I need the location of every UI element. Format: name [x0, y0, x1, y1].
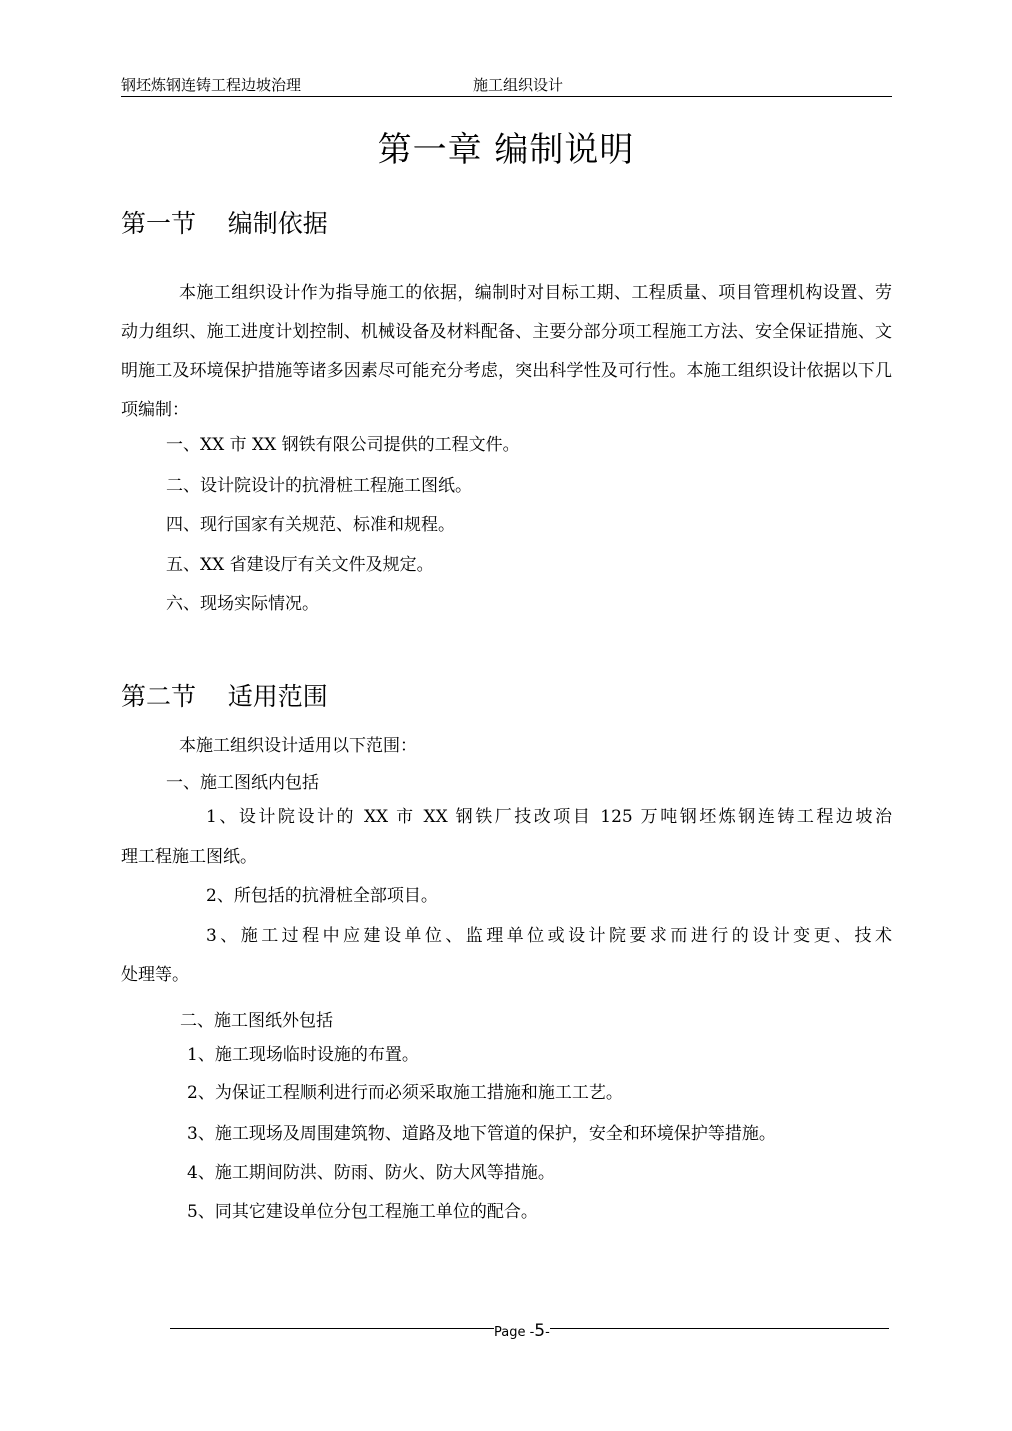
- scope-group2-item-2: 2、为保证工程顺利进行而必须采取施工措施和施工工艺。: [187, 1083, 623, 1103]
- scope-group2-item-1: 1、施工现场临时设施的布置。: [187, 1045, 419, 1065]
- page-suffix: -: [545, 1325, 550, 1340]
- scope-group2-title: 二、施工图纸外包括: [180, 1011, 333, 1031]
- chapter-title: 第一章 编制说明: [377, 130, 635, 170]
- scope-group2-item-4: 4、施工期间防洪、防雨、防火、防大风等措施。: [187, 1163, 555, 1183]
- scope-group1-item1-line1: 1、设计院设计的 XX 市 XX 钢铁厂技改项目 125 万吨钢坯炼钢连铸工程边坡治: [206, 807, 892, 827]
- header-document-type: 施工组织设计: [473, 76, 564, 94]
- section1-intro-paragraph: 本施工组织设计作为指导施工的依据，编制时对目标工期、工程质量、项目管理机构设置、劳动力组织、施工进度计划控制、机械设备及材料配备、主要分部分项工程施工方法、安全保证措施、文明施工及环境保护措施等诸多因素尽可能充分考虑，突出科学性及可行性。本施工组织设计依据以下几项编制：: [121, 283, 892, 420]
- section-title-basis: 第一节 编制依据: [121, 209, 328, 238]
- scope-intro: 本施工组织设计适用以下范围：: [179, 736, 417, 756]
- page-footer: [494, 1321, 550, 1343]
- scope-group2-item-5: 5、同其它建设单位分包工程施工单位的配合。: [187, 1202, 538, 1222]
- scope-group1-title: 一、施工图纸内包括: [166, 773, 319, 793]
- scope-group1-item3-line2: 处理等。: [121, 965, 189, 985]
- basis-item-4: 五、XX 省建设厅有关文件及规定。: [166, 555, 434, 575]
- page-header: [121, 74, 892, 97]
- basis-item-3: 四、现行国家有关规范、标准和规程。: [166, 515, 455, 535]
- page-number: 5: [534, 1321, 546, 1341]
- page-label: Page -: [494, 1325, 535, 1340]
- basis-item-2: 二、设计院设计的抗滑桩工程施工图纸。: [166, 476, 472, 496]
- scope-group1-item1-line2: 理工程施工图纸。: [121, 847, 257, 867]
- section-title-scope: 第二节 适用范围: [121, 682, 328, 711]
- scope-group1-item2: 2、所包括的抗滑桩全部项目。: [206, 886, 438, 906]
- basis-item-5: 六、现场实际情况。: [166, 594, 319, 614]
- scope-group2-item-3: 3、施工现场及周围建筑物、道路及地下管道的保护，安全和环境保护等措施。: [187, 1124, 776, 1144]
- scope-group1-item3-line1: 3、施工过程中应建设单位、监理单位或设计院要求而进行的设计变更、技术: [206, 926, 892, 946]
- basis-item-1: 一、XX 市 XX 钢铁有限公司提供的工程文件。: [166, 435, 520, 455]
- header-project-name: 钢坯炼钢连铸工程边坡治理: [121, 76, 302, 94]
